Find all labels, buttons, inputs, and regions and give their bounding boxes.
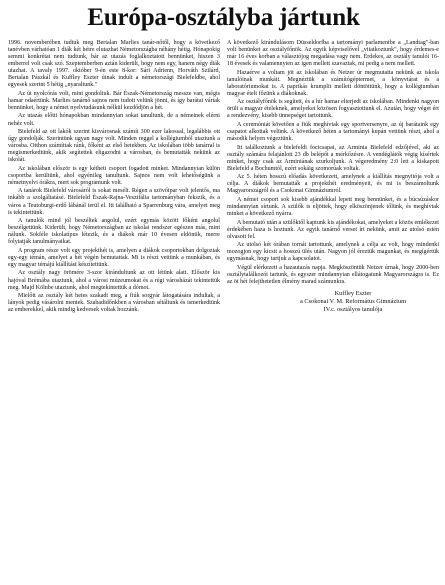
paragraph: Végül elérkezett a hazautazás napja. Megköszöntük Netzer úrnak, hogy 2000-ben osztálytalálkozót tartunk, és egyszer mindannyian ellátogatunk Magyarországra is. Ez az öt hét felejthetetlen élmény marad számunkra.	[227, 264, 439, 285]
paragraph: Az iskolában először is egy kétheti csoport fogadott minket. Mindannyian külön csoportba kerültünk, ahol egyénileg tanultunk. Sajnos nem volt lehetőségünk a németnyelvi órákra, mert sok programunk volt.	[8, 165, 220, 186]
paragraph: Az 5. héten hosszú előadás következett, amelynek a kiállítás megnyitója volt a célja. A diákok bemutatták a projekthét eredményeit, és mi is beszámoltunk Magyarországról és a Csokonai Gimnáziumról.	[227, 174, 439, 195]
author-school: a Csokonai V. M. Református Gimnázium	[300, 297, 406, 305]
paragraph: Az osztályfőnök is segített, és a hír hamar elterjedt az iskolában. Mindenki nagyon örült a magyar ételeknek, amelyeket közösen fogyasztottunk el. Azután, hogy véget ért a rendezvény, kisebb ünnepséget tartottunk.	[227, 99, 439, 120]
author-name: Kuffley Eszter	[334, 290, 372, 298]
paragraph: Itt találkoztunk a bielefeldi focicsapat, az Arminia Bielefeld edzőjével, aki az osztály számára felajánlott 23 db belépőt a mérkőzésre. A vendéglátók végig kísértek minket, hogy csak az Arminiának szurkoljunk. A végeredmény 2:0 lett a kiskapott Bielefeld a Bochumtól, ezért sokáig szomorúak voltak.	[227, 144, 439, 172]
paragraph: A bemutató után a szülőktől kaptunk kis ajándékokat, amelyeket a közös emlékezet érdekében haza is hoztunk. Az egyik tanárnő verset írt nekünk, amit az utolsó estén olvasott fel.	[227, 219, 439, 240]
paragraph: A német csoport sok kisebb ajándékkal lepett meg bennünket, és a búcsúzáskor mindannyian sírtunk. A szülők is eljöttek, hogy elköszönjenek tőlünk, és meghívtak minket a következő nyárra.	[227, 196, 439, 218]
paragraph: A tanulók mind jól beszéltek angolul, ezért egymás között főként angolul beszélgettünk. Kiderült, hogy Németországban az iskolai rendszer egészen más, mint nálunk. Sokféle iskolatípus létezik, és a diákok már 10 évesen eldöntik, merre folytatják tanulmányaikat.	[8, 218, 220, 246]
paragraph: A program része volt egy projekthét is, amelyen a diákok csoportokban dolgoztak egy-egy témán, amelyet a hét végén bemutattak. Mi is részt vettünk a munkában, és egy magyar témájú kiállítást készítettünk.	[8, 247, 220, 268]
paragraph: Mielőtt az osztály két hetes szakadt meg, a fiúk sorgyár látogatására indultak, a lányok pedig vásárolni mentek. Szabadidőnkben a városban sétáltunk és ismerkedtünk az emberekkel, akik mindig kedvesek voltak hozzánk.	[8, 293, 220, 314]
paragraph: Az osztály nagy örömére 3-szor kirándultunk az ott létünk alatt. Először kis hajóval Brémába utaztunk, ahol a városi múzeumokat és a régi városházát tekintettük meg. Majd Kölnbe utaztunk, ahol megtekintettük a dómot.	[8, 270, 220, 291]
paragraph: Bielefeld az ott lakók szerint kisvárosnak számít 300 ezer lakossal, legalábbis ott úgy gondolják. Szerintünk ugyan nagy volt. Minden reggel a kollégiumból utaztunk a városba. Otthon számíttak ránk, főként az első hetekben. Az iskolában több tanárral is megismerkedtünk, akik segítettek eligazodni a városban, és bemutatták nekünk az iskolát.	[8, 129, 220, 164]
paragraph: Hazaérve a voltam jöt az iskolában és Netzer úr megmutatta nekünk az iskola tanulóinak munkáit. Megnéztük a számítógéptermet, a könyvtárat és a laboratóriumokat is. A paprikás krumplit mellett döntöttünk, hogy a kollégiumban magyar ételt főzünk a diákoknak.	[227, 69, 439, 97]
signature-block	[227, 290, 439, 313]
paragraph: Az út nyolcórás volt, mint gondoltuk. Bár Észak-Németország messze van, mégis hamar odaértünk. Marlies tanárnő sajnos nem tudott velünk jönni, és így barátai vártak bennünket, hogy a német nyelvtudásunk nélkül kezdődjön a hét.	[8, 90, 220, 111]
left-column	[8, 40, 220, 316]
right-column	[227, 40, 439, 316]
author-class: IV.c. osztályos tanulója	[323, 305, 383, 313]
paragraph: 1996. novemberében tudtuk meg Bertalan Marlies tanár-nőtől, hogy a következő tanévben várhatóan 1 diák két hétre elutazhat Németországba néhány hétig. Hónapokig semmi konkrétat nem tudtunk, bár az utazás foglalkoztatott bennünket, hiszen 3 emberrel volt csak szó. Szeptemberben aztán kiderült, hogy nem egy, hanem négy diák utazhat. A tavaly 1997. október 9-én este 8-kor: Sári Adrienn, Horváth Szilárd, Bertalan Pászkál és Kuffley Eszter útnak indult a németországi Bielefeldbe, ahol egyesek szerint 5 hétig „nyaraltunk."	[8, 40, 220, 89]
paragraph: Az utolsó két órában tornát tartottunk, amelynek a célja az volt, hogy mindenki mozogjon egy kicsit a hosszú ülés után. Nagyon jól éreztük magunkat, és megígértük egymásnak, hogy tartjuk a kapcsolatot.	[227, 242, 439, 263]
paragraph: Az utazás előtti hónapokban mindannyian sokat tanultunk, de a németnek elérni nehéz volt.	[8, 113, 220, 127]
article-body	[8, 40, 439, 316]
paragraph: A tanárok Bielefeld városáról is sokat mesélt. Régen a szövőipar volt jelentős, ma inkább a szolgáltatásé. Bielefeld Észak-Rajna-Vesztfália tartományban fekszik, és a város a Teutoburgi-erdő lábánál terül el. Itt található a Sparrenburg vára, amelyet meg is tekintettünk.	[8, 188, 220, 216]
paragraph: A ceremóniát követően a fiúk meghívtak egy sportversenyre, az új barátaink egy csapatot alkottak velünk. A következő héten a tartományi kupán vettünk részt, ahol a második helyen végeztünk.	[227, 122, 439, 143]
article-title: Európa-osztályba jártunk	[87, 4, 360, 31]
paragraph: A következő kirándulásom Düsseldorfba a tartományi parlamentbe a „Landtag"-ban volt benünket az osztályfőnök. Az egyik képviselővel „vitatkoztunk", hogy érdemes-e már 16 éves korban a választójog megadása vagy nem. Érdekes, az osztály tanulói 16-18 évesek és valamennyien az igen mellett szavaztak, mi pedig a nem mellett.	[227, 40, 439, 68]
